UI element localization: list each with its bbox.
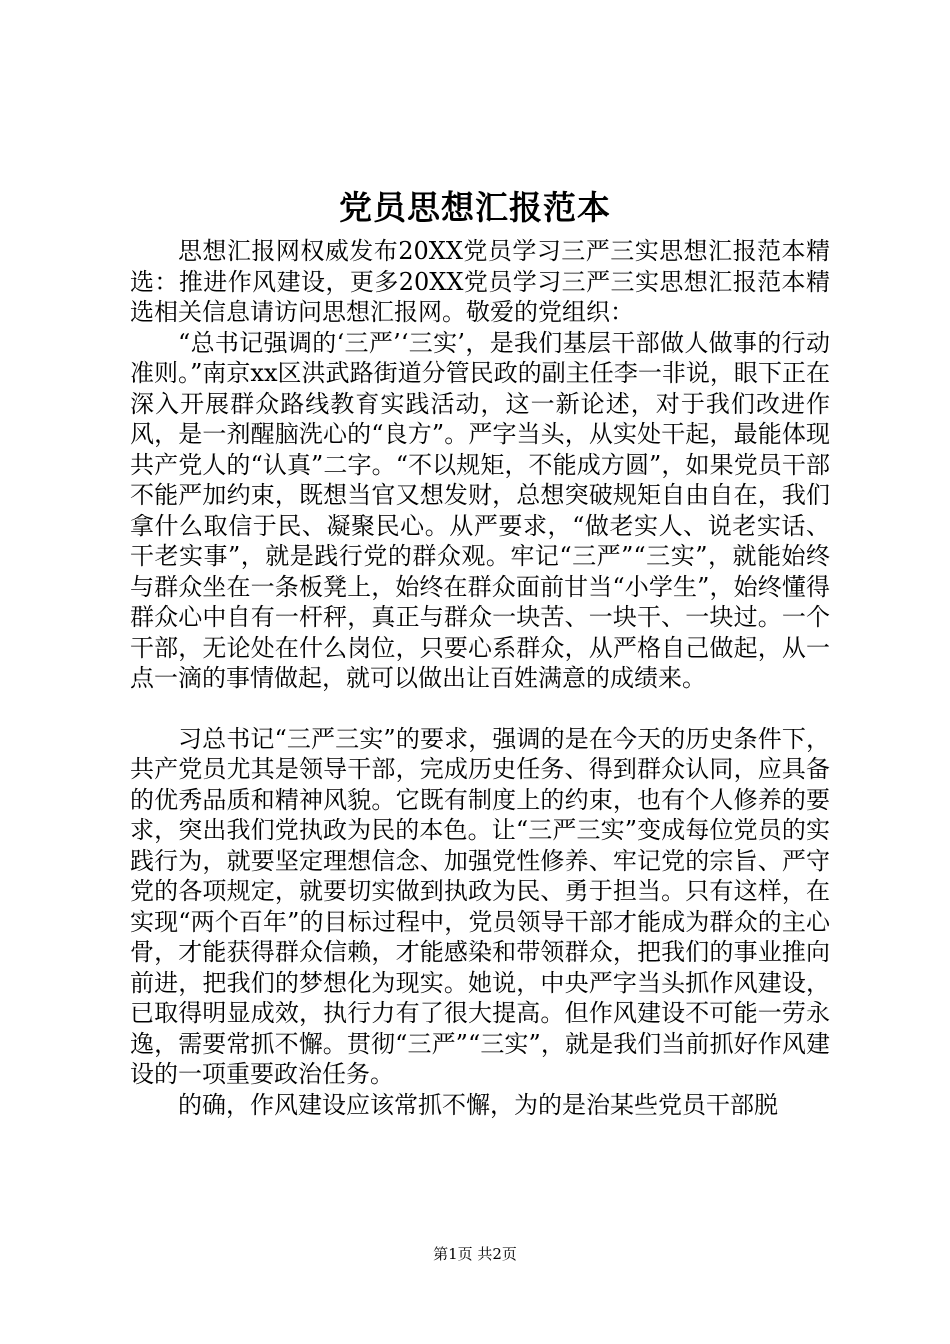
paragraph-intro: 思想汇报网权威发布20XX党员学习三严三实思想汇报范本精选：推进作风建设，更多20XX党员学习三严三实思想汇报范本精选相关信息请访问思想汇报网。敬爱的党组织： (130, 237, 830, 326)
paragraph-quote: “总书记强调的‘三严’‘三实’，是我们基层干部做人做事的行动准则。”南京xx区洪武路街道分管民政的副主任李一非说，眼下正在深入开展群众路线教育实践活动，这一新论述，对于我们改进作风，是一剂醒脑洗心的“良方”。严字当头，从实处干起，最能体现共产党人的“认真”二字。“不以规矩，不能成方圆”，如果党员干部不能严加约束，既想当官又想发财，总想突破规矩自由自在，我们拿什么取信于民、凝聚民心。从严要求，“做老实人、说老实话、干老实事”，就是践行党的群众观。牢记“三严”“三实”，就能始终与群众坐在一条板凳上，始终在群众面前甘当“小学生”，始终懂得群众心中自有一杆秤，真正与群众一块苦、一块干、一块过。一个干部，无论处在什么岗位，只要心系群众，从严格自己做起，从一点一滴的事情做起，就可以做出让百姓满意的成绩来。 (130, 328, 830, 692)
document-body (130, 236, 830, 1120)
page-number: 第1页 共2页 (433, 1245, 517, 1263)
document-title: 党员思想汇报范本 (339, 188, 611, 227)
paragraph-continued: 的确，作风建设应该常抓不懈，为的是治某些党员干部脱 (178, 1090, 778, 1119)
page-footer (0, 1243, 950, 1265)
paragraph-requirements: 习总书记“三严三实”的要求，强调的是在今天的历史条件下，共产党员尤其是领导干部，完成历史任务、得到群众认同，应具备的优秀品质和精神风貌。它既有制度上的约束，也有个人修养的要求，突出我们党执政为民的本色。让“三严三实”变成每位党员的实践行为，就要坚定理想信念、加强党性修养、牢记党的宗旨、严守党的各项规定，就要切实做到执政为民、勇于担当。只有这样，在实现“两个百年”的目标过程中，党员领导干部才能成为群众的主心骨，才能获得群众信赖，才能感染和带领群众，把我们的事业推向前进，把我们的梦想化为现实。她说，中央严字当头抓作风建设，已取得明显成效，执行力有了很大提高。但作风建设不可能一劳永逸，需要常抓不懈。贯彻“三严”“三实”，就是我们当前抓好作风建设的一项重要政治任务。 (130, 724, 830, 1088)
